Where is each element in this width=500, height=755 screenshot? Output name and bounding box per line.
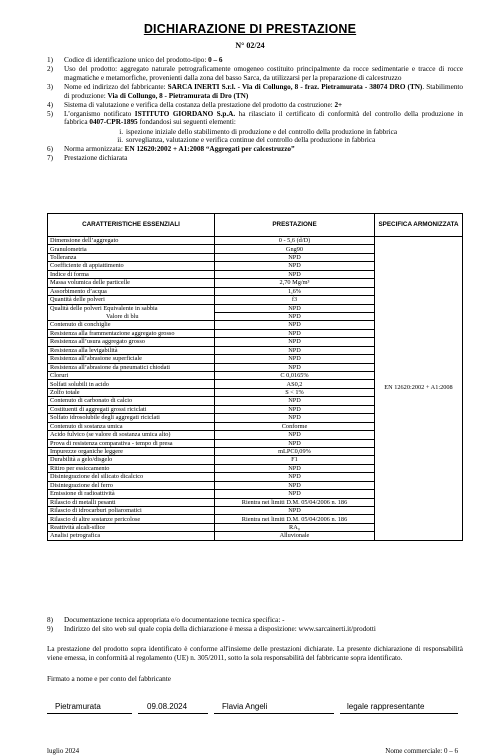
performance-cell: NPD <box>215 464 375 472</box>
characteristic-cell: Assorbimento d’acqua <box>48 287 215 295</box>
role-underline <box>340 713 458 714</box>
item-text: Codice di identificazione unico del prodotto-tipo: 0 – 6 <box>64 56 223 64</box>
characteristic-cell: Costituenti di aggregati grossi riciclati <box>48 405 215 413</box>
declaration-item-2 <box>47 65 463 82</box>
place-underline <box>47 713 132 714</box>
item-number: 5) <box>47 109 53 118</box>
performance-cell: 0 - 5,6 (d/D) <box>215 237 375 245</box>
declaration-items-end <box>47 616 463 634</box>
characteristic-cell: Resistenza alla levigabilità <box>48 346 215 354</box>
name-underline <box>214 713 334 714</box>
characteristic-cell: Resistenza alla frammentazione aggregato grosso <box>48 329 215 337</box>
item-number: 7) <box>47 154 53 163</box>
characteristic-cell: Emissione di radioattività <box>48 490 215 498</box>
characteristic-cell: Quantità delle polveri <box>48 296 215 304</box>
sub-item-2 <box>47 136 463 145</box>
characteristic-cell: Coefficiente di appiattimento <box>48 262 215 270</box>
date-value: 09.08.2024 <box>147 702 188 711</box>
performance-cell: NPD <box>215 431 375 439</box>
declaration-item-5 <box>47 110 463 127</box>
characteristic-cell: Impurezze organiche leggere <box>48 447 215 455</box>
characteristic-cell: Massa volumica delle particelle <box>48 279 215 287</box>
footer-date: luglio 2024 <box>47 747 80 755</box>
item-text: Uso del prodotto: aggregato naturale petrograficamente omogeneo costituito principalmente da rocce sedimentarie e tracce di rocce magmatiche e metamorfiche, provenienti dalla zona del basso Sarca, da utilizzarsi per la preparazione di calcestruzzo <box>64 65 463 82</box>
characteristic-cell: Solfato idrosolubile degli aggregati riciclati <box>48 414 215 422</box>
performance-cell: NPD <box>215 481 375 489</box>
performance-cell: NPD <box>215 507 375 515</box>
performance-cell: f3 <box>215 296 375 304</box>
characteristic-cell: Prova di resistenza comparativa - tempo di presa <box>48 439 215 447</box>
declaration-item-8 <box>47 616 463 625</box>
harmonized-spec-cell: EN 12620:2002 + A1:2008 <box>375 237 463 541</box>
performance-cell: NPD <box>215 346 375 354</box>
characteristic-cell: Tolleranza <box>48 253 215 261</box>
characteristic-cell: Resistenza all’usura aggregato grosso <box>48 338 215 346</box>
characteristic-cell: Resistenza all’abrasione superficiale <box>48 355 215 363</box>
declaration-item-7 <box>47 154 463 163</box>
item-text: Indirizzo del sito web sul quale copia della dichiarazione è messa a disposizione: www.sarcainerti.it/prodotti <box>64 625 376 634</box>
item-number: 2) <box>47 65 53 74</box>
item-text: L’organismo notificato ISTITUTO GIORDANO S.p.A. ha rilasciato il certificato di conformità del controllo della produzione in fabbrica 0407-CPR-1895 fondandosi sui seguenti elementi: <box>64 109 463 127</box>
performance-cell: NPD <box>215 253 375 261</box>
performance-cell: NPD <box>215 270 375 278</box>
characteristic-cell: Analisi petrografica <box>48 532 215 540</box>
performance-cell: NPD <box>215 321 375 329</box>
conformity-paragraph: La prestazione del prodotto sopra identificato è conforme all'insieme delle prestazioni dichiarate. La presente dichiarazione di responsabilità viene emessa, in conformità al regolamento (UE) n. 305/2011, sotto la sola responsabilità del fabbricante sopra identificato. <box>47 645 463 662</box>
item-number: 8) <box>47 616 53 624</box>
declaration-items <box>47 56 463 163</box>
performance-cell: mLPC0,09% <box>215 447 375 455</box>
characteristic-cell: Contenuto di conchiglie <box>48 321 215 329</box>
declaration-item-1 <box>47 56 463 65</box>
header-spec: SPECIFICA ARMONIZZATA <box>375 214 463 237</box>
characteristic-cell: Qualità delle polveri Equivalente in sabbia <box>48 304 215 312</box>
performance-cell: NPD <box>215 490 375 498</box>
characteristic-cell: Indice di forma <box>48 270 215 278</box>
signed-on-behalf: Firmato a nome e per conto del fabbricante <box>47 675 171 683</box>
performance-cell: Alluvionale <box>215 532 375 540</box>
document-title: DICHIARAZIONE DI PRESTAZIONE <box>143 22 357 36</box>
name-value: Flavia Angeli <box>222 702 268 711</box>
performance-cell: Gng90 <box>215 245 375 253</box>
performance-cell: NPD <box>215 329 375 337</box>
item-number: 1) <box>47 56 53 64</box>
characteristic-cell: Granulometria <box>48 245 215 253</box>
item-text: Sistema di valutazione e verifica della costanza della prestazione del prodotto da costruzione: 2+ <box>64 100 343 109</box>
characteristic-cell: Rilascio di altre sostanze pericolose <box>48 515 215 523</box>
performance-cell: NPD <box>215 312 375 320</box>
performance-cell: S < 1% <box>215 388 375 396</box>
header-characteristics: CARATTERISTICHE ESSENZIALI <box>48 214 215 237</box>
sub-item-number: i. <box>119 127 123 136</box>
performance-table <box>47 213 463 541</box>
characteristic-cell: Resistenza all’abrasione da pneumatici chiodati <box>48 363 215 371</box>
item-number: 9) <box>47 625 53 634</box>
item-text: Norma armonizzata: EN 12620:2002 + A1:2008 “Aggregati per calcestruzzo” <box>64 144 295 153</box>
characteristic-cell: Cloruri <box>48 372 215 380</box>
sub-item-text: ispezione iniziale dello stabilimento di produzione e del controllo della produzione in fabbrica <box>126 127 398 136</box>
characteristic-cell: Durabilità a gelo/disgelo <box>48 456 215 464</box>
performance-cell: 2,70 Mg/m³ <box>215 279 375 287</box>
performance-cell: AS0,2 <box>215 380 375 388</box>
item-text: Documentazione tecnica appropriata e/o documentazione tecnica specifica: - <box>64 616 285 624</box>
table-header-row <box>48 214 463 237</box>
performance-cell: NPD <box>215 304 375 312</box>
characteristic-cell: Zolfo totale <box>48 388 215 396</box>
performance-cell: NPD <box>215 414 375 422</box>
characteristic-cell: Ritiro per essiccamento <box>48 464 215 472</box>
characteristic-cell: Contenuto di sostanza umica <box>48 422 215 430</box>
header-performance: PRESTAZIONE <box>215 214 375 237</box>
item-number: 3) <box>47 82 53 91</box>
characteristic-cell: Dimensione dell’aggregato <box>48 237 215 245</box>
characteristic-cell: Reattività alcali-silice <box>48 523 215 531</box>
place-value: Pietramurata <box>55 702 101 711</box>
performance-cell: NPD <box>215 473 375 481</box>
performance-cell: NPD <box>215 397 375 405</box>
item-number: 4) <box>47 100 53 109</box>
performance-cell: F1 <box>215 456 375 464</box>
characteristic-cell: Acido fulvico (se valore di sostanza umica alto) <box>48 431 215 439</box>
sub-item-text: sorveglianza, valutazione e verifica continue del controllo della produzione in fabbrica <box>126 136 376 145</box>
declaration-item-4 <box>47 101 463 110</box>
performance-cell: RA₀ <box>215 523 375 531</box>
performance-cell: 1,6% <box>215 287 375 295</box>
performance-cell: NPD <box>215 338 375 346</box>
performance-cell: NPD <box>215 405 375 413</box>
performance-cell: NPD <box>215 363 375 371</box>
performance-cell: Conforme <box>215 422 375 430</box>
document-number: N° 02/24 <box>235 41 265 50</box>
performance-cell: Rientra nei limiti D.M. 05/04/2006 n. 186 <box>215 515 375 523</box>
performance-cell: C 0,0165% <box>215 372 375 380</box>
characteristic-cell: Contenuto di carbonato di calcio <box>48 397 215 405</box>
footer-product-name: Nome commerciale: 0 – 6 <box>385 747 458 755</box>
item-text: Nome ed indirizzo del fabbricante: SARCA INERTI S.r.l. - Via di Collungo, 8 - fraz. Pietramurata - 38074 DRO (TN). Stabilimento di produzione: Via di Collungo, 8 - Pietramurata di Dro (TN) <box>64 82 464 100</box>
characteristic-cell: Valore di blu <box>48 312 215 320</box>
date-underline <box>138 713 208 714</box>
role-value: legale rappresentante <box>347 702 425 711</box>
characteristic-cell: Rilascio di metalli pesanti <box>48 498 215 506</box>
item-text: Prestazione dichiarata <box>64 154 128 163</box>
characteristic-cell: Solfati solubili in acido <box>48 380 215 388</box>
table-row <box>48 237 463 245</box>
item-number: 6) <box>47 144 53 153</box>
performance-cell: NPD <box>215 355 375 363</box>
sub-item-number: ii. <box>117 136 123 145</box>
characteristic-cell: Disintegrazione del silicato dicalcico <box>48 473 215 481</box>
performance-cell: NPD <box>215 439 375 447</box>
performance-cell: NPD <box>215 262 375 270</box>
declaration-item-9 <box>47 625 463 634</box>
characteristic-cell: Disintegrazione del ferro <box>48 481 215 489</box>
characteristic-cell: Rilascio di idrocarburi poliaromatici <box>48 507 215 515</box>
performance-cell: Rientra nei limiti D.M. 05/04/2006 n. 186 <box>215 498 375 506</box>
sub-item-1 <box>47 128 463 137</box>
declaration-item-3 <box>47 83 463 100</box>
declaration-item-6 <box>47 145 463 154</box>
